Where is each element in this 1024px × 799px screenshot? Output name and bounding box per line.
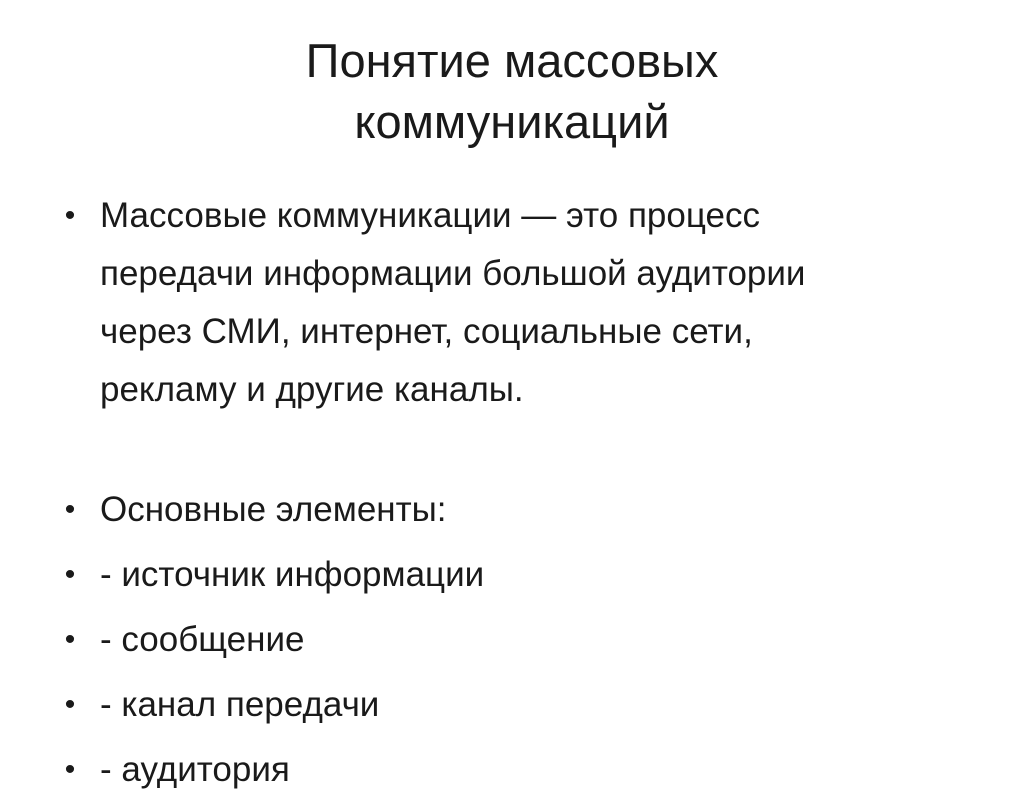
bullet-marker: • (64, 199, 76, 232)
element-item-label: - сообщение (100, 620, 305, 659)
bullet-marker: • (64, 688, 76, 721)
element-item-label: - канал передачи (100, 685, 380, 724)
elements-heading: Основные элементы: (100, 490, 447, 529)
element-item-label: - аудитория (100, 750, 290, 789)
definition-line-4: рекламу и другие каналы. (100, 370, 524, 409)
definition-line-3: через СМИ, интернет, социальные сети, (100, 312, 753, 351)
bullet-marker: • (64, 753, 76, 786)
title-line-2: коммуникаций (354, 95, 670, 148)
bullet-marker: • (64, 558, 76, 591)
element-item-label: - источник информации (100, 555, 485, 594)
bullet-marker: • (64, 623, 76, 656)
definition-line-1: Массовые коммуникации — это процесс (100, 196, 760, 235)
title-line-1: Понятие массовых (305, 34, 719, 87)
definition-line-2: передачи информации большой аудитории (100, 254, 806, 293)
definition-text (100, 187, 960, 419)
bullet-marker: • (64, 493, 76, 526)
